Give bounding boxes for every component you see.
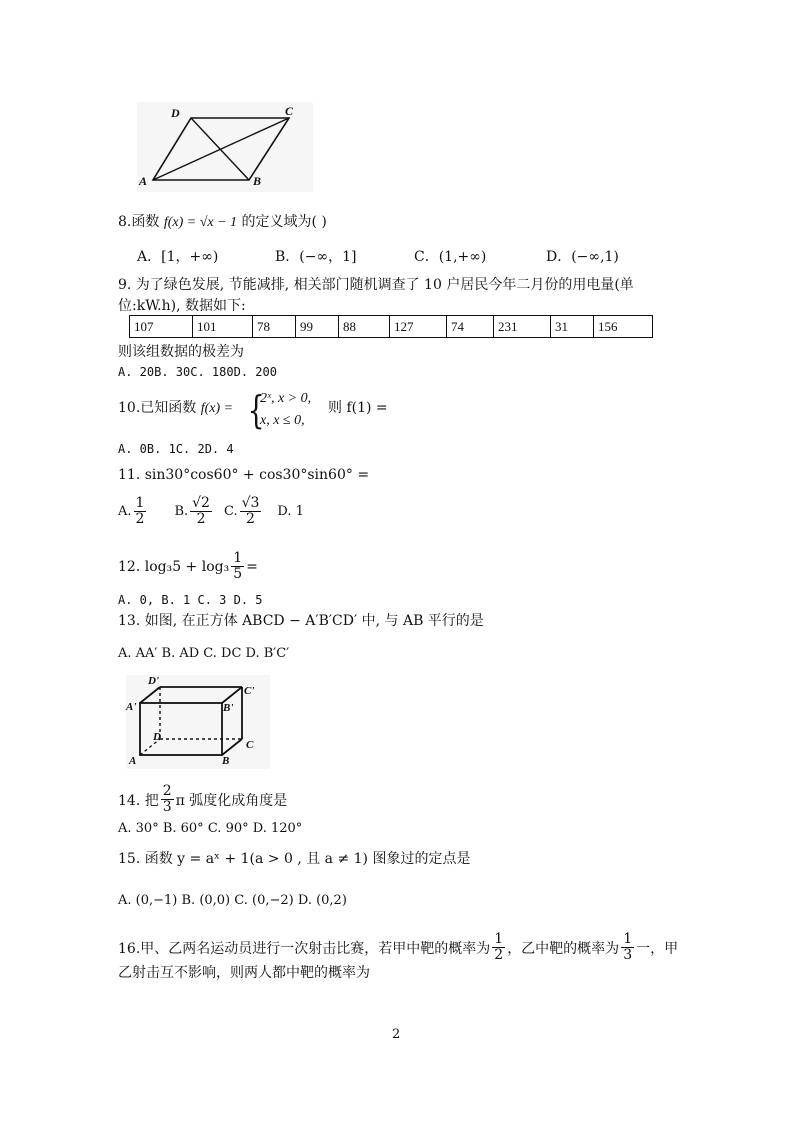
q10-case2: x, x ≤ 0, xyxy=(260,413,305,428)
parallelogram-figure xyxy=(137,102,313,192)
table-cell: 107 xyxy=(130,316,193,338)
q9-line1: 9. 为了绿色发展, 节能减排, 相关部门随机调查了 10 户居民今年二月份的用电量(单 xyxy=(118,277,634,293)
table-cell: 88 xyxy=(339,316,390,338)
q16-fraction-1 xyxy=(492,932,505,963)
q12-options: A. 0, B. 1 C. 3 D. 5 xyxy=(118,593,263,607)
q14-options: A. 30° B. 60° C. 90° D. 120° xyxy=(118,821,303,836)
q16-fraction-2 xyxy=(621,932,634,963)
fraction-numerator: 1 xyxy=(233,550,243,566)
fraction-denominator: 5 xyxy=(233,566,243,582)
cube-label-c: C xyxy=(246,739,254,751)
q8-option-a: A．[1，+∞) xyxy=(137,249,219,265)
q12-stem xyxy=(118,551,258,582)
table-cell: 231 xyxy=(494,316,551,338)
cube-label-b: B xyxy=(222,755,230,767)
q10-function: f(x) = xyxy=(200,401,234,416)
table-cell: 101 xyxy=(193,316,253,338)
q8-option-b: B．(−∞，1] xyxy=(275,249,357,265)
q10-brace: { xyxy=(247,388,265,432)
cube-label-a-prime: A' xyxy=(126,701,137,713)
q10-suffix: 则 f(1) = xyxy=(328,400,388,416)
fraction-numerator: 1 xyxy=(135,495,145,511)
fraction-numerator: √2 xyxy=(192,495,210,511)
q8-option-c: C．(1,+∞) xyxy=(414,249,487,265)
q10-options: A. 0B. 1C. 2D. 4 xyxy=(118,442,234,456)
q15-stem: 15. 函数 y = aˣ + 1(a > 0 , 且 a ≠ 1) 图象过的定点是 xyxy=(118,851,471,867)
q9-options: A. 20B. 30C. 180D. 200 xyxy=(118,365,277,379)
vertex-label-a: A xyxy=(139,174,148,188)
q11-stem: 11. sin30°cos60° + cos30°sin60° = xyxy=(118,467,370,483)
cube-label-d-prime: D' xyxy=(148,675,159,687)
cube-label-a: A xyxy=(129,755,137,767)
q12-prefix: 12. log₃5 + log₃ xyxy=(118,558,230,575)
q10-case1: 2ˣ, x > 0, xyxy=(260,391,312,406)
cube-figure xyxy=(126,675,270,769)
q9-data-table xyxy=(129,315,653,338)
table-cell: 127 xyxy=(390,316,447,338)
fraction-denominator: 3 xyxy=(623,947,633,963)
cube-label-c-prime: C' xyxy=(244,685,255,697)
q12-suffix: = xyxy=(246,558,258,575)
q11-option-b-fraction xyxy=(190,496,212,527)
q8-option-d: D．(−∞,1) xyxy=(546,249,619,265)
table-cell: 156 xyxy=(594,316,653,338)
q13-options: A. AA′ B. AD C. DC D. B′C′ xyxy=(118,646,290,661)
q11-option-c-fraction xyxy=(240,496,262,527)
q10-prefix-group xyxy=(118,399,233,418)
fraction-numerator: 2 xyxy=(162,783,172,799)
q14-prefix: 14. 把 xyxy=(118,792,159,809)
q11-option-a-label: A. xyxy=(118,504,132,519)
cube-label-d: D xyxy=(153,731,161,743)
q8-suffix: 的定义域为( ) xyxy=(241,214,327,230)
cube-label-b-prime: B' xyxy=(223,702,234,714)
fraction-numerator: √3 xyxy=(241,495,260,511)
fraction-numerator: 1 xyxy=(494,931,504,947)
q15-options: A. (0,−1) B. (0,0) C. (0,−2) D. (0,2) xyxy=(118,893,347,908)
fraction-denominator: 2 xyxy=(494,947,504,963)
q11-options xyxy=(118,496,304,527)
page-number: 2 xyxy=(392,1027,401,1042)
q8-prefix: 8.函数 xyxy=(118,214,160,230)
fraction-denominator: 2 xyxy=(246,511,255,527)
table-cell: 99 xyxy=(296,316,339,338)
q16-part1: 16.甲、乙两名运动员进行一次射击比赛，若甲中靶的概率为 xyxy=(118,940,491,957)
vertex-label-c: C xyxy=(285,104,294,118)
table-cell: 74 xyxy=(447,316,494,338)
fraction-denominator: 2 xyxy=(135,511,145,527)
q16-part3: 一，甲 xyxy=(636,940,679,957)
q11-option-b-label: B. xyxy=(174,504,189,519)
q16-line2: 乙射击互不影响，则两人都中靶的概率为 xyxy=(118,965,370,981)
q11-option-a-fraction xyxy=(134,496,147,527)
fraction-numerator: 1 xyxy=(623,931,633,947)
q8-function: f(x) = √x − 1 xyxy=(163,215,238,230)
q11-option-c-label: C. xyxy=(223,504,238,519)
q9-question: 则该组数据的极差为 xyxy=(118,344,244,360)
vertex-label-b: B xyxy=(253,174,262,188)
q16-part2: ，乙中靶的概率为 xyxy=(507,940,620,957)
q14-stem xyxy=(118,784,287,815)
q13-stem: 13. 如图, 在正方体 ABCD − A′B′CD′ 中, 与 AB 平行的是 xyxy=(118,613,484,629)
q10-prefix: 10.已知函数 xyxy=(118,400,197,416)
table-cell: 78 xyxy=(253,316,296,338)
q12-fraction xyxy=(231,551,244,582)
q8-stem xyxy=(118,213,327,232)
q14-suffix: π 弧度化成角度是 xyxy=(175,792,288,809)
fraction-denominator: 3 xyxy=(162,799,172,815)
table-row xyxy=(130,316,653,338)
q14-fraction xyxy=(161,784,174,815)
q11-option-d-label: D. 1 xyxy=(277,504,304,519)
q9-line2: 位:kW.h), 数据如下: xyxy=(118,298,246,314)
table-cell: 31 xyxy=(551,316,594,338)
fraction-denominator: 2 xyxy=(196,511,206,527)
q16-line1 xyxy=(118,932,678,963)
vertex-label-d: D xyxy=(171,106,180,120)
